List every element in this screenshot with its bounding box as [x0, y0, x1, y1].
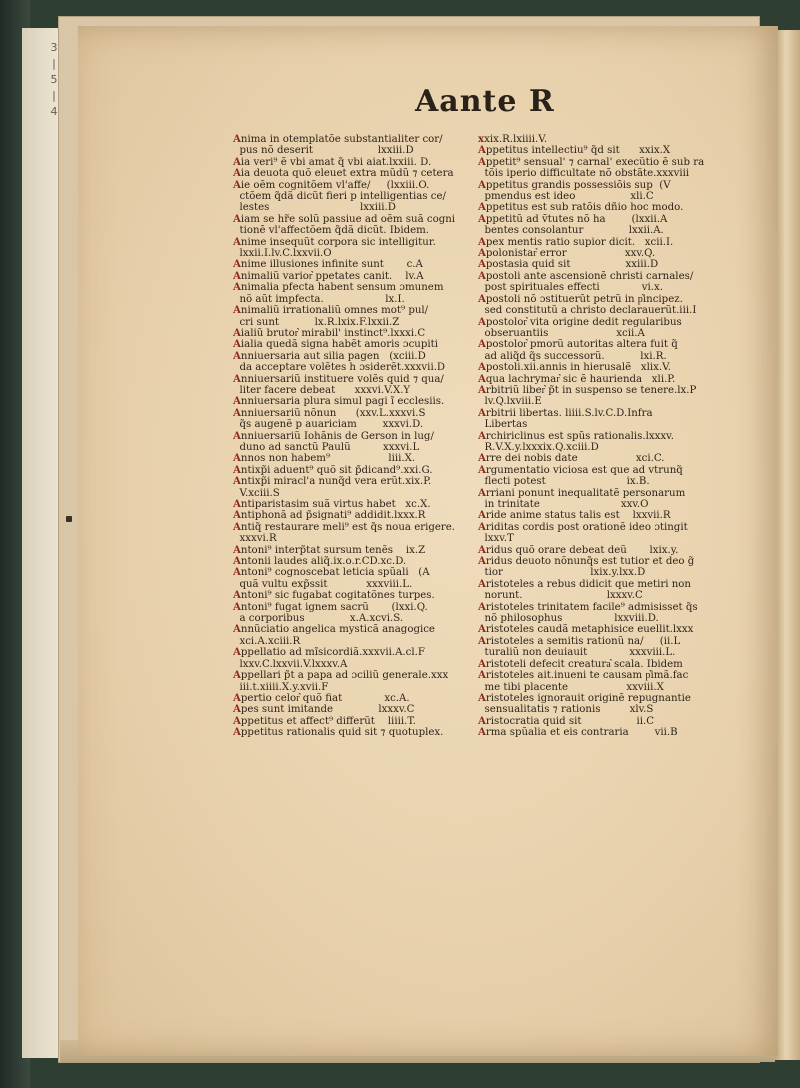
index-entry: bentes consolantur lxxii.A.: [478, 225, 664, 237]
index-entry: Antoni⁹ cognoscebat leticia spũali (A: [233, 567, 430, 579]
spine-note: 3 | 5 | 4: [50, 41, 58, 118]
index-entry: Aiam se hr̃e solũ passiue ad oẽm suã cogni: [233, 213, 456, 225]
index-entry: Aialia quedã signa habẽt amoris ɔcupiti: [233, 339, 438, 351]
index-entry: Aristoteles a rebus didicit que metiri non: [478, 578, 691, 590]
index-entry: lxxv.T: [478, 533, 514, 545]
index-entry: Animalia pfecta habent sensum ɔmunem: [233, 282, 444, 294]
index-entry: Apostolor͛ pmorũ autoritas altera fuit q̃: [478, 339, 678, 351]
index-entry: tior lxix.y.lxx.D: [478, 567, 646, 579]
index-entry: Ariditas cordis post orationẽ ideo ɔtingit: [478, 521, 688, 533]
index-entry: Apostoli nõ ɔstituerũt petrũ in p͛incipez.: [478, 293, 683, 305]
index-entry: Arma spũalia et eis contraria vii.B: [478, 727, 678, 739]
index-entry: Antoni⁹ fugat ignem sacrũ (lxxi.Q.: [233, 601, 428, 613]
index-entry: pus nõ deserit lxxiii.D: [233, 145, 414, 157]
index-entry: norunt. lxxxv.C: [478, 590, 643, 602]
index-entry: Antoni⁹ sic fugabat cogitatõnes turpes.: [233, 590, 435, 602]
index-entry: obseruantiis xcii.A: [478, 327, 645, 339]
index-entry: Animaliũ irrationaliũ omnes mot⁹ pul/: [233, 305, 429, 317]
index-entry: Aristoteles trinitatem facile⁹ admisisset q̃s: [478, 601, 698, 613]
index-entry: Antiq̃ restaurare meli⁹ est q̃s noua erigere.: [233, 521, 456, 533]
index-entry: Aridus quõ orare debeat deũ lxix.y.: [478, 544, 679, 556]
index-entry: lxxii.I.lv.C.lxxvii.O: [233, 248, 332, 260]
index-entry: pmendus est ideo xli.C: [478, 191, 654, 203]
index-entry: Apex mentis ratio supior dicit. xcii.I.: [478, 236, 674, 248]
index-entry: q̃s augenẽ p auariciam xxxvi.D.: [233, 419, 424, 431]
index-entry: Annos non habem⁹ liii.X.: [233, 453, 416, 465]
index-entry: cri sunt lx.R.lxix.F.lxxii.Z: [233, 316, 400, 328]
index-entry: V.xciii.S: [233, 487, 280, 499]
index-entry: Antonii laudes aliq̃.ix.o.r.CD.xc.D.: [233, 556, 407, 568]
index-entry: xxix.R.lxiiii.V.: [478, 134, 548, 145]
index-entry: iii.t.xiiii.X.y.xvii.F: [233, 681, 329, 693]
index-entry: Aristoteles ait.inueni te causam p͛imã.fac: [478, 670, 689, 682]
index-entry: liter facere debeat xxxvi.V.X.Y: [233, 384, 411, 396]
index-entry: Appetitus est sub ratõis dñio hoc modo.: [478, 202, 684, 214]
index-entry: ctõem q̃dã dicũt fieri p intelligentias ce/: [233, 191, 446, 203]
index-entry: Libertas: [478, 419, 528, 431]
index-entry: tionẽ vl'affectõem q̃dã dicũt. Ibidem.: [233, 225, 430, 237]
index-entry: R.V.X.y.lxxxix.Q.xciii.D: [478, 441, 599, 453]
index-entry: Appellari p̃t a papa ad ɔciliũ generale.xxx: [233, 670, 449, 682]
spine-strip: [22, 28, 61, 1058]
index-entry: Aristoteles a semitis rationũ na/ (ii.L: [478, 635, 681, 647]
index-entry: Aie oẽm cognitõem vl'affe/ (lxxiii.O.: [233, 179, 430, 191]
margin-mark: [66, 516, 72, 522]
index-entry: lestes lxxiii.D: [233, 202, 396, 214]
index-entry: Aride anime status talis est lxxvii.R: [478, 510, 671, 522]
index-entry: sed constitutũ a christo declarauerũt.iii.I: [478, 305, 697, 317]
index-entry: Appetitũ ad v̄tutes nõ ha (lxxii.A: [478, 213, 668, 225]
index-entry: Antixp̃i miracl'a nunq̃d vera erũt.xix.P.: [233, 476, 432, 488]
index-entry: flecti potest ix.B.: [478, 476, 650, 488]
index-entry: Apes sunt imitande lxxxv.C: [233, 704, 415, 716]
index-entry: ad aliq̃d q̃s successorũ. lxi.R.: [478, 350, 667, 362]
index-entry: nõ aũt impfecta. lx.I.: [233, 293, 405, 305]
index-entry: Antiparistasim suã virtus habet xc.X.: [233, 499, 431, 510]
index-entry: quã vultu exp̃ssit xxxviii.L.: [233, 578, 413, 590]
index-entry: Anime illusiones infinite sunt c.A: [233, 259, 423, 271]
index-entry: Apostoli ante ascensionẽ christi carnales/: [478, 270, 694, 282]
index-entry: lxxv.C.lxxvii.V.lxxxv.A: [233, 658, 348, 670]
index-entry: Appetitus et affect⁹ differũt liiii.T.: [233, 715, 416, 727]
index-entry: Archiriclinus est spũs rationalis.lxxxv.: [478, 430, 674, 442]
index-entry: Appetitus rationalis quid sit ⁊ quotuplex.: [233, 727, 444, 739]
index-entry: Anniuersariũ Iohãnis de Gerson in lug/: [233, 430, 434, 442]
index-entry: Aristoteles ignorauit originẽ repugnantie: [478, 692, 691, 704]
index-entry: lv.Q.lxviii.E: [478, 396, 542, 408]
index-entry: Arbitrii libertas. liiii.S.lv.C.D.Infra: [478, 407, 653, 419]
index-entry: Apostasia quid sit xxiii.D: [478, 259, 659, 271]
index-entry: xci.A.xciii.R: [233, 635, 301, 647]
index-entry: Appellatio ad mĩsicordiã.xxxvii.A.cl.F: [233, 647, 425, 659]
index-entry: post spirituales effecti vi.x.: [478, 282, 663, 294]
index-entry: Arriani ponunt inequalitatẽ personarum: [478, 487, 686, 499]
index-entry: Animaliũ varior͛ ppetates canit. lv.A: [233, 270, 424, 282]
index-entry: Aristoteles caudã metaphisice euellit.lxxx: [478, 624, 694, 636]
index-entry: sensualitatis ⁊ rationis xlv.S: [478, 704, 654, 716]
index-column-right: [478, 134, 710, 739]
index-entry: Aia veri⁹ ẽ vbi amat q̃ vbi aiat.lxxiii. D.: [233, 156, 432, 168]
index-entry: Aridus deuoto nõnunq̃s est tutior et deo g̃: [478, 556, 695, 568]
index-entry: Appetitus grandis possessiõis sup (V: [478, 179, 671, 191]
index-entry: da acceptare volẽtes h ɔsiderẽt.xxxvii.D: [233, 362, 446, 374]
index-entry: Aristoteli defecit creatura͛ scala. Ibidem: [478, 658, 683, 670]
index-entry: tõis iperio difficultate nõ obstãte.xxxviii: [478, 168, 690, 180]
index-entry: Annũciatio angelica mysticã anagogice: [233, 624, 435, 636]
index-column-left: [233, 134, 465, 739]
index-entry: Anniuersariũ instituere volẽs quid ⁊ qua/: [233, 373, 444, 385]
index-entry: Appetit⁹ sensual' ⁊ carnal' execũtio ẽ sub ra: [478, 156, 705, 168]
index-entry: Arbitriũ liber͛ p̃t in suspenso se tenere.lx.P: [478, 384, 697, 396]
index-entry: Apostolor͛ vita origine dedit regularibus: [478, 316, 682, 328]
index-entry: Aqua lachrymar͛ sic ẽ haurienda xli.P.: [478, 373, 676, 385]
index-entry: Antoni⁹ interp̃tat sursum tenẽs ix.Z: [233, 544, 426, 556]
index-entry: nõ philosophus lxxviii.D.: [478, 613, 659, 625]
index-entry: Antixp̃i aduent⁹ quõ sit p̃dicand⁹.xxi.G.: [233, 464, 433, 476]
index-entry: Anniuersariũ nõnun (xxv.L.xxxvi.S: [233, 407, 426, 419]
index-entry: Aia deuota quõ eleuet extra mũdũ ⁊ cetera: [233, 168, 454, 180]
index-entry: Anime insequũt corpora sic intelligitur.: [233, 236, 436, 248]
index-entry: Appetitus intellectiu⁹ q̃d sit xxix.X: [478, 145, 671, 157]
index-entry: Apertio celor͛ quõ fiat xc.A.: [233, 692, 410, 704]
index-entry: duno ad sanctũ Paulũ xxxvi.L: [233, 441, 420, 453]
index-entry: Argumentatio viciosa est que ad vtrunq̃: [478, 464, 683, 476]
index-entry: in trinitate xxv.O: [478, 499, 649, 510]
index-entry: Apolonistar͛ error xxv.Q.: [478, 248, 656, 260]
index-entry: a corporibus x.A.xcvi.S.: [233, 613, 404, 625]
index-entry: Aialiũ brutor͛ mirabil' instinct⁹.lxxxi.C: [233, 327, 426, 339]
index-entry: Anniuersaria plura simul pagi ĩ ecclesiis.: [233, 396, 445, 408]
index-entry: Arre dei nobis date xci.C.: [478, 453, 665, 465]
index-entry: Anima in otemplatõe substantialiter cor/: [233, 134, 443, 145]
index-entry: xxxvi.R: [233, 533, 277, 545]
index-entry: Apostoli.xii.annis in hierusalẽ xlix.V.: [478, 362, 671, 374]
index-entry: turaliũ non deuiauit xxxviii.L.: [478, 647, 676, 659]
index-entry: Anniuersaria aut silia pagen (xciii.D: [233, 350, 426, 362]
index-entry: me tibi placente xxviii.X: [478, 681, 664, 693]
index-entry: Antiphonã ad p̃signati⁹ addidit.lxxx.R: [233, 510, 426, 522]
page-header: Aante R: [415, 84, 555, 119]
index-entry: Aristocratia quid sit ii.C: [478, 715, 655, 727]
